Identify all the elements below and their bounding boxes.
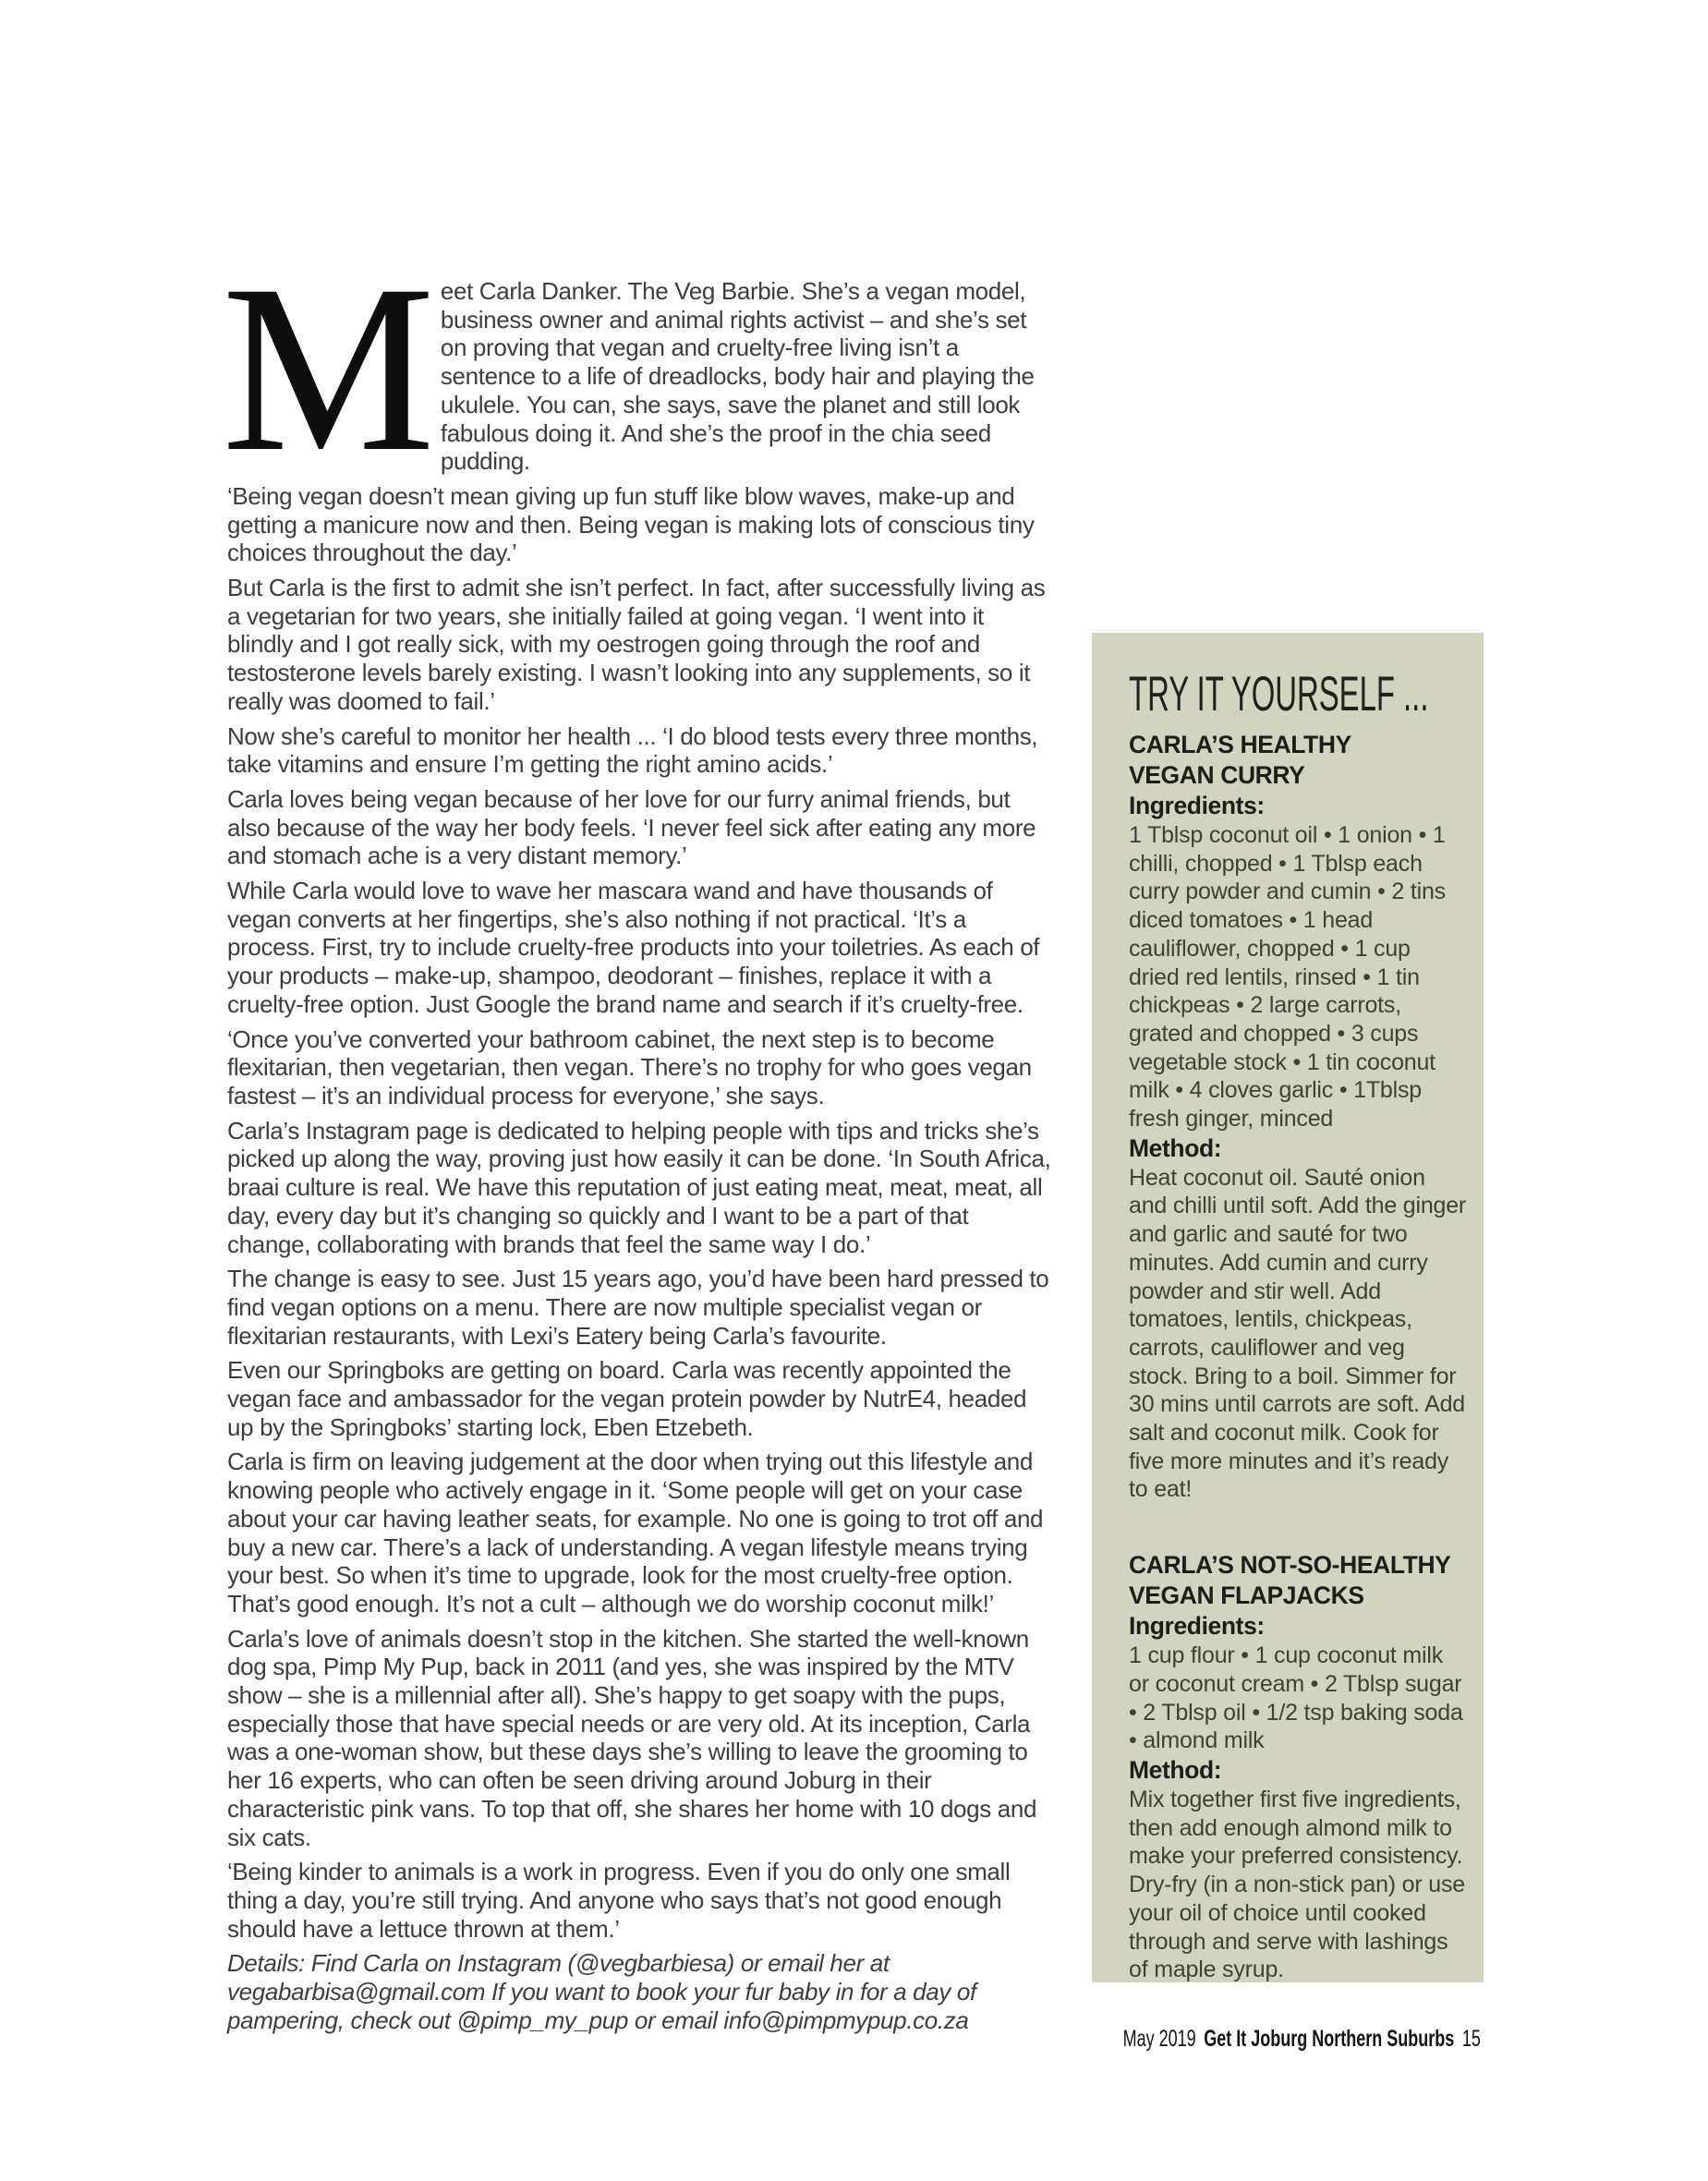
body-paragraph: Carla’s love of animals doesn’t stop in the kitchen. She started the well-known dog spa, Pimp My Pup, back in 2011 (and yes, she was inspired by the MTV show – she is a millennial after all). She’s happy to get soapy with the pups, especially those that have special needs or are very old. At its inception, Carla was a one-woman show, but these days she’s willing to leave the grooming to her 16 experts, who can often be seen driving around Joburg in their characteristic pink vans. To top that off, she shares her home with 10 dogs and six cats. bbox=[227, 1624, 1037, 1851]
body-paragraph: But Carla is the first to admit she isn’t perfect. In fact, after successfully living as a vegetarian for two years, she initially failed at going vegan. ‘I went into it blindly and I got really sick, with my oestrogen going through the roof and testosterone levels barely existing. I wasn’t looking into any supplements, so it really was doomed to fail.’ bbox=[227, 574, 1046, 715]
recipe-title-line: VEGAN CURRY bbox=[1129, 761, 1305, 789]
ingredients-label: Ingredients: bbox=[1129, 792, 1265, 819]
method-label: Method: bbox=[1129, 1755, 1222, 1784]
lead-paragraph bbox=[222, 236, 1051, 502]
recipe-title bbox=[1129, 730, 1467, 791]
recipe-title-line: CARLA’S HEALTHY bbox=[1129, 731, 1351, 758]
recipe-flapjacks bbox=[1129, 1550, 1467, 1984]
footer-issue-date: May 2019 bbox=[1122, 2026, 1196, 2052]
method-label: Method: bbox=[1129, 1133, 1222, 1162]
body-paragraph: Carla’s Instagram page is dedicated to helping people with tips and tricks she’s picked up along the way, proving just how easily it can be done. ‘In South Africa, braai culture is real. We have this reputation of just eating meat, meat, meat, all day, every day but it’s changing so quickly and I want to be a part of that change, collaborating with brands that feel the same way I do.’ bbox=[227, 1116, 1051, 1258]
article-column bbox=[222, 236, 1051, 2041]
body-paragraph: ‘Being vegan doesn’t mean giving up fun stuff like blow waves, make-up and getting a manicure now and then. Being vegan is making lots of conscious tiny choices throughout the day.’ bbox=[227, 481, 1035, 567]
drop-cap: M bbox=[222, 236, 435, 502]
sidebar-title: TRY IT YOURSELF ... bbox=[1129, 667, 1429, 721]
body-paragraph: The change is easy to see. Just 15 years ago, you’d have been hard pressed to find vegan options on a menu. There are now multiple specialist vegan or flexitarian restaurants, with Lexi’s Eatery being Carla’s favourite. bbox=[227, 1265, 1049, 1350]
recipe-title-line: VEGAN FLAPJACKS bbox=[1129, 1581, 1364, 1610]
recipe-title-line: CARLA’S NOT-SO-HEALTHY bbox=[1129, 1551, 1451, 1580]
body-paragraph: Even our Springboks are getting on board. Carla was recently appointed the vegan face and ambassador for the vegan protein powder by NutrE4, headed up by the Springboks’ starting lock, Eben Etzebeth. bbox=[227, 1356, 1027, 1441]
method-text: Mix together first five ingredients, then add enough almond milk to make your preferred consistency. Dry-fry (in a non-stick pan) or use your oil of choice until cooked through and serve with lashings of maple syrup. bbox=[1129, 1786, 1465, 1983]
page-footer bbox=[1120, 2026, 1481, 2052]
recipe-curry bbox=[1129, 730, 1467, 1504]
body-paragraph: ‘Once you’ve converted your bathroom cabinet, the next step is to become flexitarian, then vegetarian, then vegan. There’s no trophy for who goes vegan fastest – it’s an individual process for everyone,’ she says. bbox=[227, 1024, 1032, 1109]
recipe-sidebar bbox=[1092, 633, 1484, 1982]
body-paragraph: Now she’s careful to monitor her health ... ‘I do blood tests every three months, take vitamins and ensure I’m getting the right amino acids.’ bbox=[227, 721, 1038, 779]
details-paragraph: Details: Find Carla on Instagram (@vegbarbiesa) or email her at vegabarbisa@gmail.com If you want to book your fur baby in for a day of pampering, check out @pimp_my_pup or email info@pimpmypup.co.za bbox=[227, 1949, 976, 2034]
body-paragraph: ‘Being kinder to animals is a work in progress. Even if you do only one small thing a day, you’re still trying. And anyone who says that’s not good enough should have a lettuce thrown at them.’ bbox=[227, 1858, 1011, 1943]
ingredients-label: Ingredients: bbox=[1129, 1612, 1265, 1641]
footer-page-number: 15 bbox=[1461, 2026, 1481, 2052]
recipe-title bbox=[1129, 1550, 1467, 1611]
lead-text: eet Carla Danker. The Veg Barbie. She’s a vegan model, business owner and animal rights activist – and she’s set on proving that vegan and cruelty-free living isn’t a sentence to a life of dreadlocks, body hair and playing the ukulele. You can, she says, save the planet and still look fabulous doing it. And she’s the proof in the chia seed pudding. bbox=[440, 277, 1035, 476]
body-paragraph: Carla is firm on leaving judgement at the door when trying out this lifestyle and knowing people who actively engage in it. ‘Some people will get on your case about your car having leather seats, for example. No one is going to trot off and buy a new car. There’s a lack of understanding. A vegan lifestyle means trying your best. So when it’s time to upgrade, look for the most cruelty-free option. That’s good enough. It’s not a cult – although we do worship coconut milk!’ bbox=[227, 1448, 1044, 1618]
method-text: Heat coconut oil. Sauté onion and chilli until soft. Add the ginger and garlic and sauté for two minutes. Add cumin and curry powder and stir well. Add tomatoes, lentils, chickpeas, carrots, cauliflower and veg stock. Bring to a boil. Simmer for 30 mins until carrots are soft. Add salt and coconut milk. Cook for five more minutes and it’s ready to eat! bbox=[1129, 1164, 1467, 1503]
body-paragraph: Carla loves being vegan because of her love for our furry animal friends, but also because of the way her body feels. ‘I never feel sick after eating any more and stomach ache is a very distant memory.’ bbox=[227, 784, 1036, 870]
footer-publication: Get It Joburg Northern Suburbs bbox=[1204, 2026, 1455, 2052]
ingredients-text: 1 cup flour • 1 cup coconut milk or coconut cream • 2 Tblsp sugar • 2 Tblsp oil • 1/2 tsp baking soda • almond milk bbox=[1129, 1642, 1463, 1754]
body-paragraph: While Carla would love to wave her mascara wand and have thousands of vegan converts at her fingertips, she’s also nothing if not practical. ‘It’s a process. First, try to include cruelty-free products into your toiletries. As each of your products – make-up, shampoo, deodorant – finishes, replace it with a cruelty-free option. Just Google the brand name and search if it’s cruelty-free. bbox=[227, 877, 1040, 1018]
ingredients-text: 1 Tblsp coconut oil • 1 onion • 1 chilli, chopped • 1 Tblsp each curry powder and cumin • 2 tins diced tomatoes • 1 head cauliflower, chopped • 1 cup dried red lentils, rinsed • 1 tin chickpeas • 2 large carrots, grated and chopped • 3 cups vegetable stock • 1 tin coconut milk • 4 cloves garlic • 1Tblsp fresh ginger, minced bbox=[1129, 822, 1446, 1133]
